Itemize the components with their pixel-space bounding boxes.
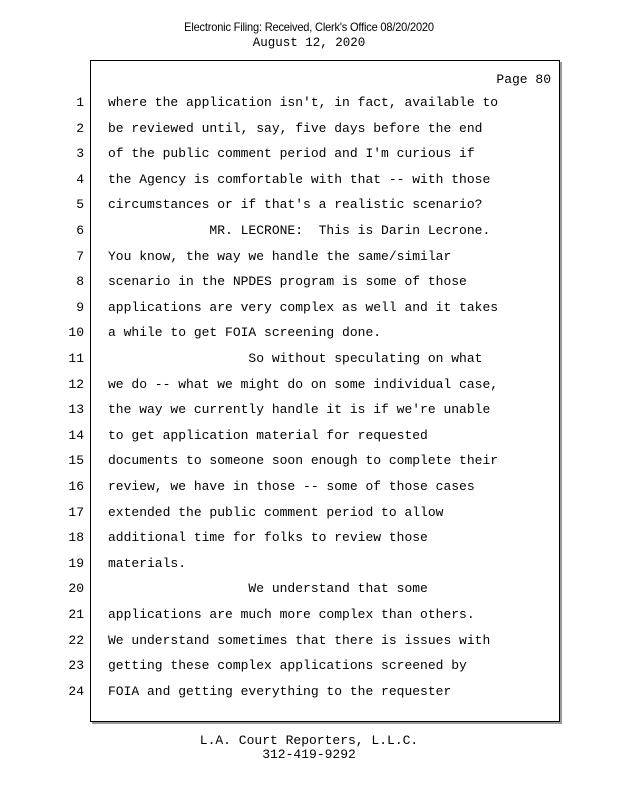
line-text: materials.: [108, 556, 187, 571]
line-number: 24: [68, 684, 84, 699]
line-number: 3: [76, 146, 84, 161]
line-number: 5: [76, 197, 84, 212]
line-text: So without speculating on what: [108, 351, 483, 366]
line-text: applications are much more complex than others.: [108, 607, 475, 622]
line-number: 14: [68, 428, 84, 443]
line-number: 10: [68, 325, 84, 340]
footer-phone: 312-419-9292: [262, 747, 356, 762]
line-number: 1: [76, 95, 84, 110]
line-number: 17: [68, 505, 84, 520]
line-number: 21: [68, 607, 84, 622]
line-text: to get application material for requested: [108, 428, 428, 443]
line-number: 11: [68, 351, 84, 366]
line-number: 9: [76, 300, 84, 315]
line-text: extended the public comment period to allow: [108, 505, 444, 520]
filing-stamp: Electronic Filing: Received, Clerk's Office 08/20/2020: [184, 20, 434, 34]
line-text: applications are very complex as well and it takes: [108, 300, 499, 315]
line-number: 7: [76, 249, 84, 264]
line-number: 18: [68, 530, 84, 545]
line-text: of the public comment period and I'm curious if: [108, 146, 475, 161]
line-text: be reviewed until, say, five days before the end: [108, 121, 483, 136]
line-number: 19: [68, 556, 84, 571]
line-number: 12: [68, 377, 84, 392]
line-text: the way we currently handle it is if we're unable: [108, 402, 491, 417]
line-text: MR. LECRONE: This is Darin Lecrone.: [108, 223, 491, 238]
line-number: 2: [76, 121, 84, 136]
line-text: review, we have in those -- some of those cases: [108, 479, 475, 494]
line-text: getting these complex applications screened by: [108, 658, 467, 673]
footer-company: L.A. Court Reporters, L.L.C.: [199, 733, 419, 748]
line-number: 6: [76, 223, 84, 238]
line-text: circumstances or if that's a realistic scenario?: [108, 197, 483, 212]
line-text: a while to get FOIA screening done.: [108, 325, 382, 340]
line-text: where the application isn't, in fact, available to: [108, 95, 499, 110]
line-number: 23: [68, 658, 84, 673]
line-text: We understand that some: [108, 581, 428, 596]
line-number: 4: [76, 172, 84, 187]
line-text: additional time for folks to review those: [108, 530, 428, 545]
line-number: 22: [68, 633, 84, 648]
line-text: We understand sometimes that there is issues with: [108, 633, 491, 648]
line-text: documents to someone soon enough to complete their: [108, 453, 499, 468]
line-text: FOIA and getting everything to the requester: [108, 684, 452, 699]
line-number: 8: [76, 274, 84, 289]
transcript-date: August 12, 2020: [252, 36, 366, 50]
line-number: 16: [68, 479, 84, 494]
line-number: 20: [68, 581, 84, 596]
line-text: You know, the way we handle the same/similar: [108, 249, 452, 264]
line-text: we do -- what we might do on some individual case,: [108, 377, 499, 392]
page-number: Page 80: [496, 72, 551, 87]
line-text: the Agency is comfortable with that -- with those: [108, 172, 491, 187]
line-number: 15: [68, 453, 84, 468]
line-text: scenario in the NPDES program is some of those: [108, 274, 467, 289]
line-number: 13: [68, 402, 84, 417]
